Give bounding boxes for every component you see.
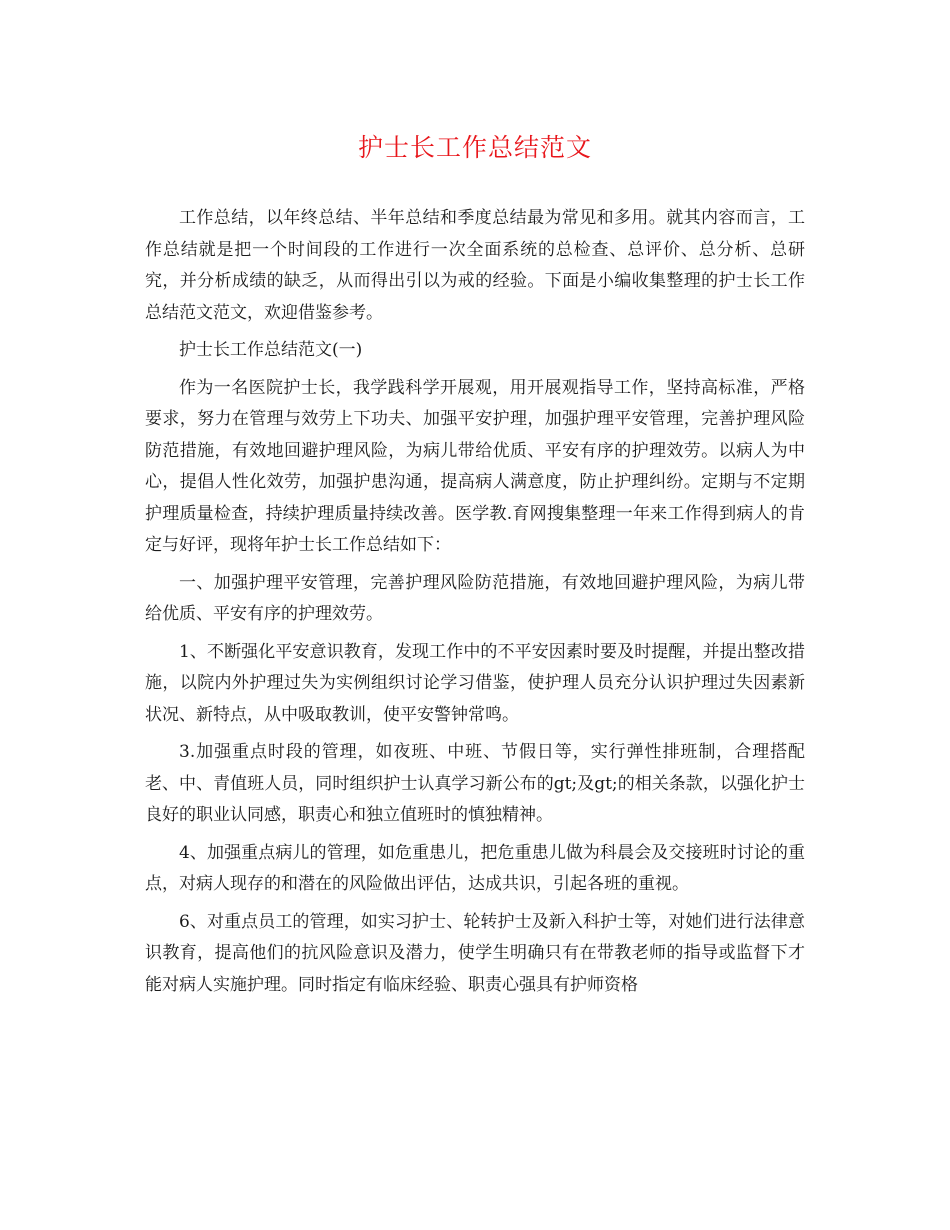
paragraph-item-4: 4、加强重点病儿的管理，如危重患儿，把危重患儿做为科晨会及交接班时讨论的重点，对病人现存的和潜在的风险做出评估，达成共识，引起各班的重视。 (145, 842, 805, 894)
paragraph-item-3: 3.加强重点时段的管理，如夜班、中班、节假日等，实行弹性排班制，合理搭配老、中、青值班人员，同时组织护士认真学习新公布的gt;及gt;的相关条款，以强化护士良好的职业认同感，职责心和独立值班时的慎独精神。 (145, 742, 805, 825)
paragraph-item-6: 6、对重点员工的管理，如实习护士、轮转护士及新入科护士等，对她们进行法律意识教育，提高他们的抗风险意识及潜力，使学生明确只有在带教老师的指导或监督下才能对病人实施护理。同时指定有临床经验、职责心强具有护师资格 (145, 911, 805, 995)
section-heading: 护士长工作总结范文(一) (179, 340, 363, 360)
paragraph-overview: 作为一名医院护士长，我学践科学开展观，用开展观指导工作，坚持高标准，严格要求，努力在管理与效劳上下功夫、加强平安护理，加强护理平安管理，完善护理风险防范措施，有效地回避护理风险，为病儿带给优质、平安有序的护理效劳。以病人为中心，提倡人性化效劳，加强护患沟通，提高病人满意度，防止护理纠纷。定期与不定期护理质量检查，持续护理质量持续改善。医学教.育网搜集整理一年来工作得到病人的肯定与好评，现将年护士长工作总结如下： (145, 377, 805, 555)
paragraph-intro: 工作总结，以年终总结、半年总结和季度总结最为常见和多用。就其内容而言，工作总结就是把一个时间段的工作进行一次全面系统的总检查、总评价、总分析、总研究，并分析成绩的缺乏，从而得出引以为戒的经验。下面是小编收集整理的护士长工作总结范文范文，欢迎借鉴参考。 (145, 208, 805, 323)
document-title: 护士长工作总结范文 (357, 133, 592, 162)
paragraph-point-one: 一、加强护理平安管理，完善护理风险防范措施，有效地回避护理风险，为病儿带给优质、平安有序的护理效劳。 (145, 572, 805, 624)
paragraph-item-1: 1、不断强化平安意识教育，发现工作中的不平安因素时要及时提醒，并提出整改措施，以院内外护理过失为实例组织讨论学习借鉴，使护理人员充分认识护理过失因素新状况、新特点，从中吸取教训，使平安警钟常鸣。 (145, 641, 805, 725)
document-body (145, 203, 805, 1007)
